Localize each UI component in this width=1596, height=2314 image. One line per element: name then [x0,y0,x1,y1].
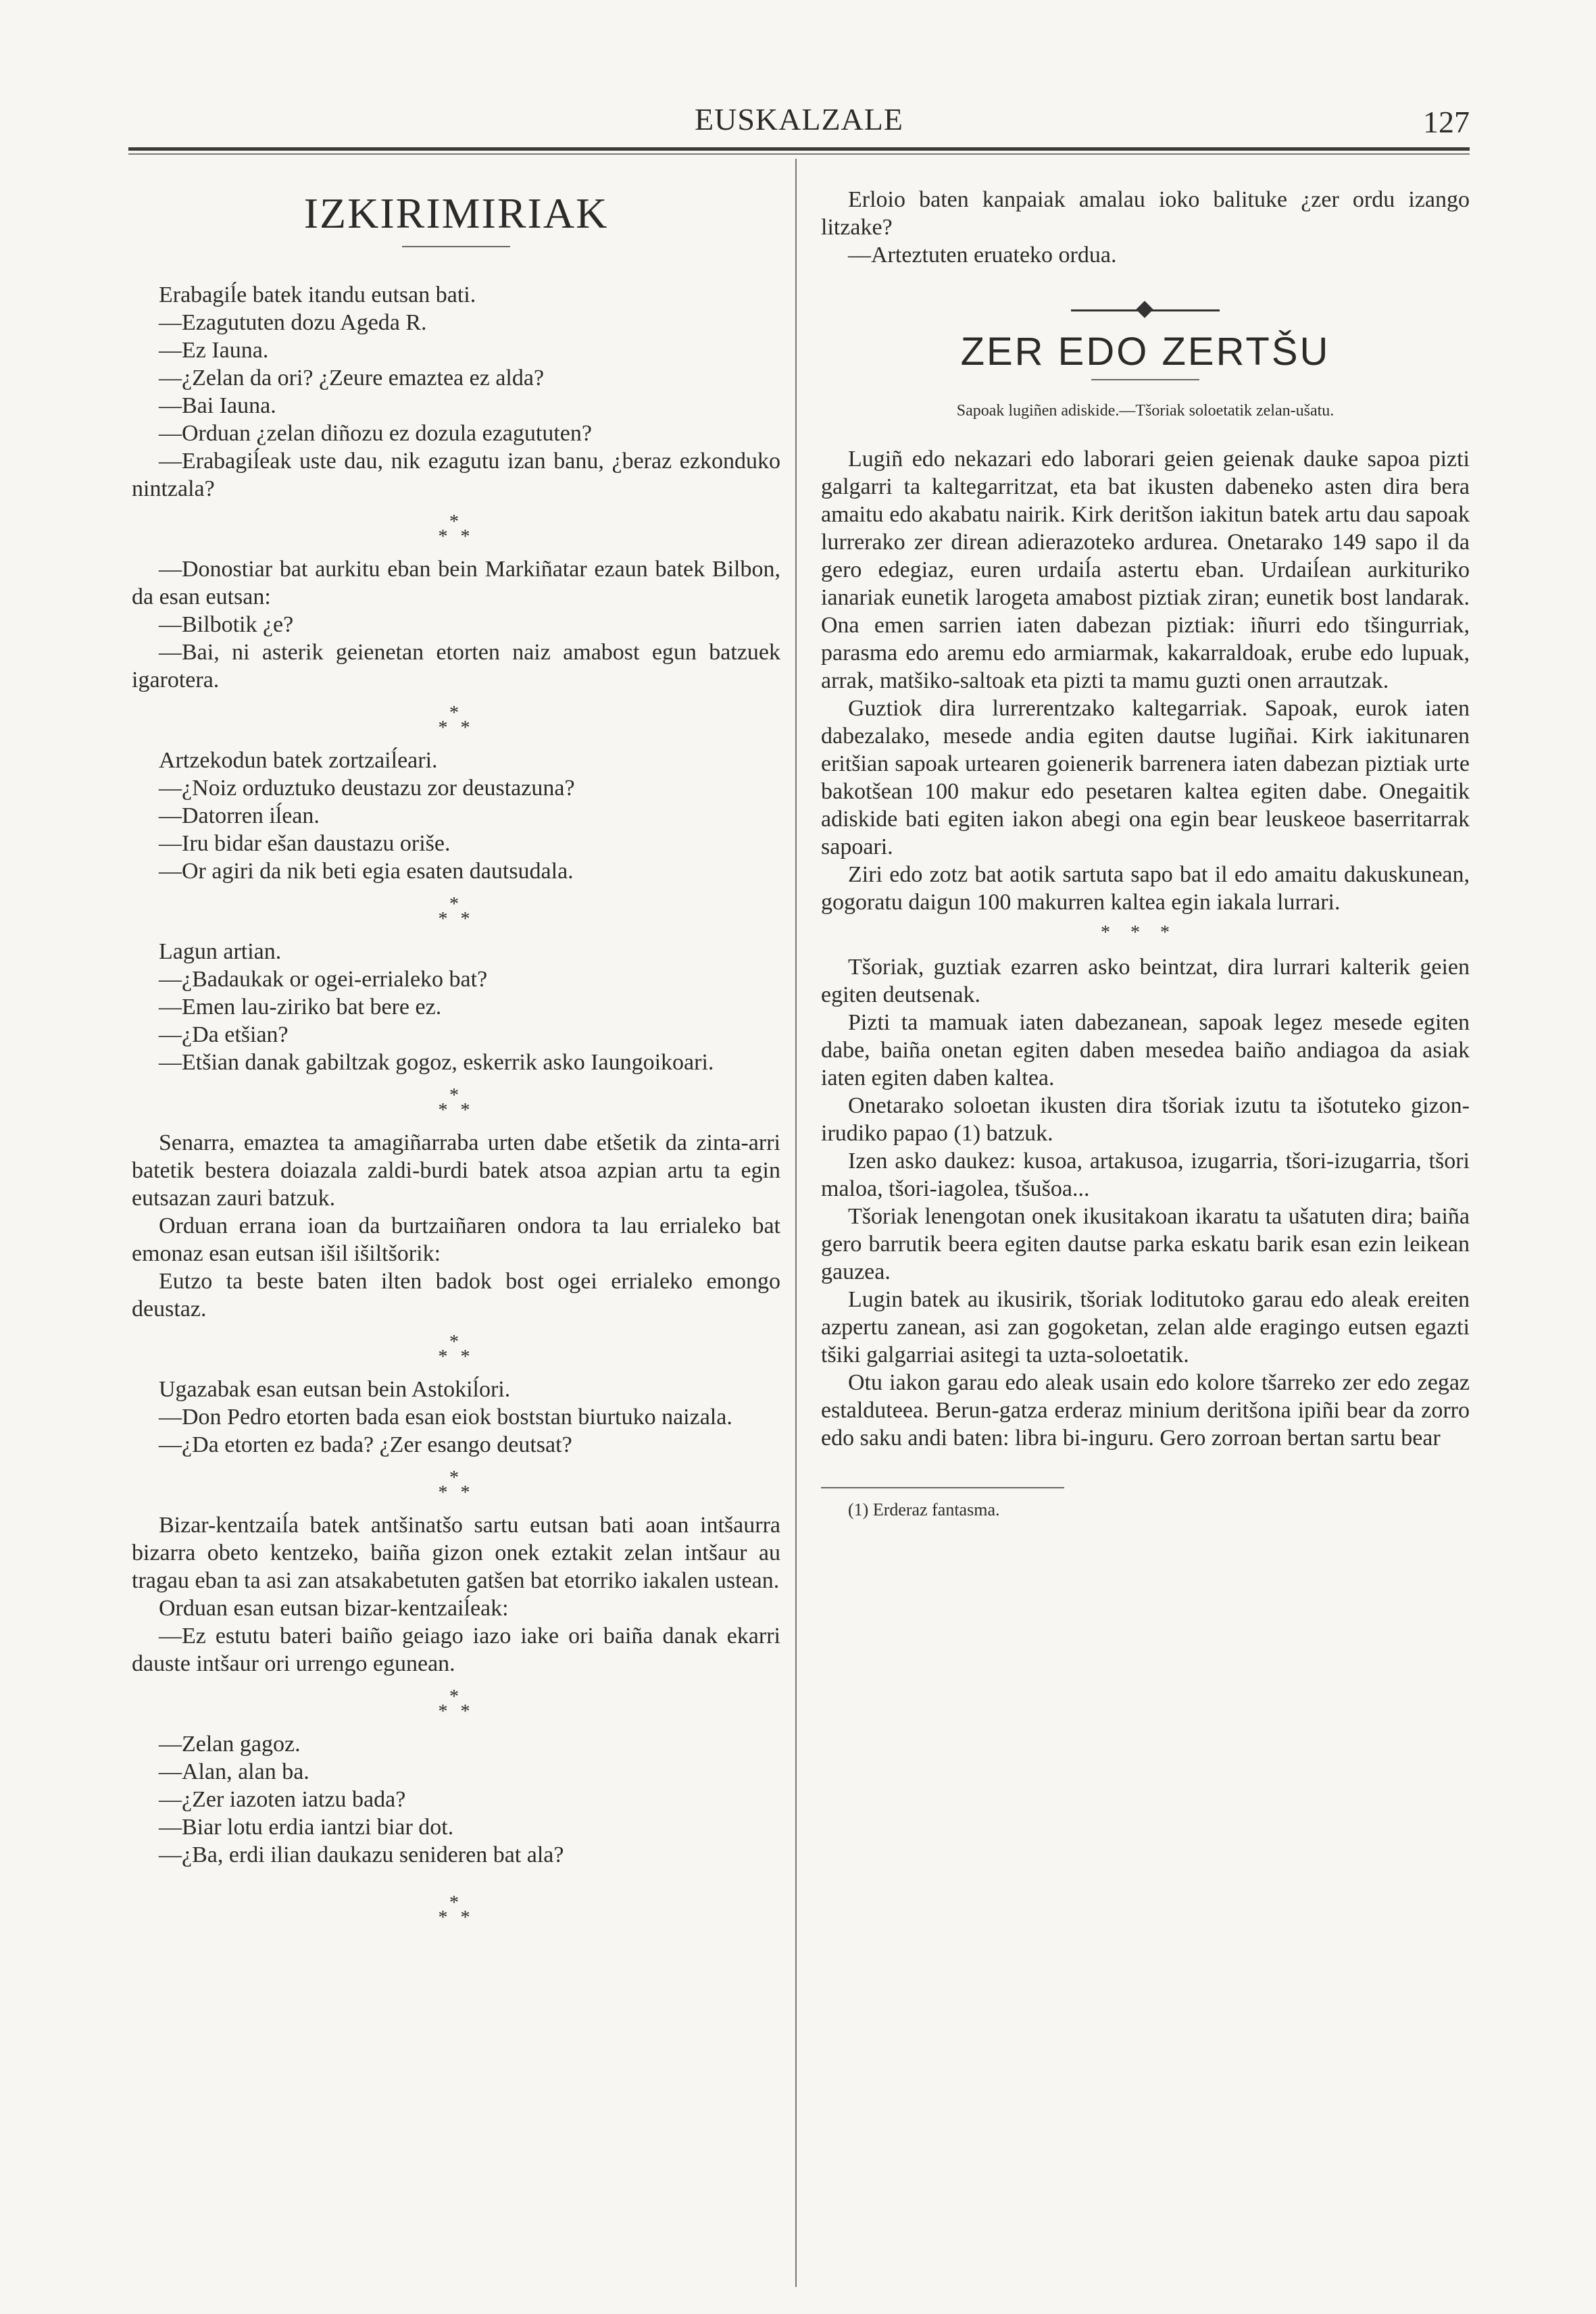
asterism-divider: *** [1101,922,1190,943]
paragraph: —Iru bidar ešan daustazu oriše. [159,831,451,856]
paragraph: —¿Da etšian? [159,1022,289,1047]
paragraph: —¿Zelan da ori? ¿Zeure emaztea ez alda? [159,366,545,391]
paragraph: Pizti ta mamuak iaten dabezanean, sapoak legez mesede egiten dabe, baiña onetan egiten daben mesedea baiño andiagoa da asiak iaten egiten daben kaltea. [821,1010,1470,1090]
left-column [132,159,780,1936]
right-column [821,159,1470,1521]
footnote: (1) Erderaz fantasma. [848,1500,1000,1519]
paragraph: —Etšian danak gabiltzak gogoz, eskerrik asko Iaungoikoari. [159,1050,714,1075]
ornament-divider [821,300,1470,320]
paragraph: —Don Pedro etorten bada esan eiok boststan biurtuko naizala. [159,1405,732,1430]
asterism-divider: * * * [438,703,474,738]
section-title-zer-edo-zertsu: ZER EDO ZERTŠU [960,330,1330,374]
asterism-divider: * * * [438,1467,474,1503]
paragraph: —Arteztuten eruateko ordua. [848,243,1117,268]
header-rule [128,147,1470,151]
paragraph: Tšoriak, guztiak ezarren asko beintzat, dira lurrari kalterik geien egiten deutsenak. [821,955,1470,1007]
paragraph: —¿Zer iazoten iatzu bada? [159,1787,406,1812]
asterism-divider: * * * [438,1892,474,1928]
paragraph: Otu iakon garau edo aleak usain edo kolore tšarreko zer edo zegaz estalduteea. Berun-gatza erderaz minium deritšona ipiñi bear da zorro edo saku andi baten: libra bi-inguru. Gero zorroan bertan sartu bear [821,1370,1470,1451]
paragraph: Guztiok dira lurrerentzako kaltegarriak. Sapoak, eurok iaten dabezalako, mesede andia egiten dautse lugiñai. Kirk iakitunaren eritšian sapoak urtearen goienerik barrenera iaten dabezan piztiak urte bakotšean 100 makur edo pesetaren kaltea egiten dabe. Onegaitik adiskide bati egiten iakon abegi ona egin bear leuskeoe baserritarrak sapoari. [821,696,1470,859]
paragraph: Orduan esan eutsan bizar-kentzaiĺeak: [159,1596,509,1621]
paragraph: Onetarako soloetan ikusten dira tšoriak izutu ta išotuteko gizon-irudiko papao (1) batzuk. [821,1093,1470,1146]
paragraph: —Ez Iauna. [159,338,269,363]
paragraph: —Biar lotu erdia iantzi biar dot. [159,1815,454,1840]
paragraph: —Alan, alan ba. [159,1759,309,1784]
paragraph: Ziri edo zotz bat aotik sartuta sapo bat il edo amaitu dakuskunean, gogoratu daigun 100 makurren kaltea egin iakala lurrari. [821,862,1470,915]
title-underline [1091,379,1199,380]
paragraph: Tšoriak lenengotan onek ikusitakoan ikaratu ta ušatuten dira; baiña gero barrutik beera egiten dautse parka eskatu barik esan ezin leikean gauzea. [821,1204,1470,1284]
paragraph: —Bai Iauna. [159,393,276,418]
page-number: 127 [1423,105,1470,139]
asterism-divider: * * * [438,894,474,930]
header-rule-thin [128,153,1470,155]
paragraph: —Ez estutu bateri baiño geiago iazo iake ori baiña danak ekarri dauste intšaur ori urrengo egunean. [132,1624,780,1676]
paragraph: Ugazabak esan eutsan bein Astokiĺori. [159,1377,511,1402]
paragraph: Izen asko daukez: kusoa, artakusoa, izugarria, tšori-izugarria, tšori maloa, tšori-iagolea, tšušoa... [821,1149,1470,1201]
paragraph: —¿Ba, erdi ilian daukazu senideren bat ala? [159,1842,564,1867]
paragraph: Eutzo ta beste baten ilten badok bost ogei errialeko emongo deustaz. [132,1269,780,1322]
paragraph: —Bai, ni asterik geienetan etorten naiz amabost egun batzuek igarotera. [132,640,780,693]
paragraph: Lagun artian. [159,939,282,964]
paragraph: —Erabagiĺeak uste dau, nik ezagutu izan banu, ¿beraz ezkonduko nintzala? [132,449,780,501]
paragraph: —Datorren iĺean. [159,803,320,828]
footnote-rule [821,1487,1064,1488]
asterism-divider: * * * [438,1085,474,1121]
section-subtitle: Sapoak lugiñen adiskide.—Tšoriak soloetatik zelan-ušatu. [956,402,1335,420]
paragraph: —Zelan gagoz. [159,1732,301,1757]
paragraph: —¿Badaukak or ogei-errialeko bat? [159,967,488,992]
diamond-icon [1136,301,1153,318]
paragraph: —¿Da etorten ez bada? ¿Zer esango deutsat? [159,1432,572,1457]
paragraph: Artzekodun batek zortzaiĺeari. [159,748,438,773]
asterism-divider: * * * [438,1332,474,1367]
paragraph: Lugin batek au ikusirik, tšoriak loditutoko garau edo aleak ereiten azpertu zanean, asi zan gogoketan, zelan alde eragingo eutsen egazti tšiki galgarriai asitegi ta uzta-soloetatik. [821,1287,1470,1367]
paragraph: —Or agiri da nik beti egia esaten dautsudala. [159,859,574,884]
section-title-izkirimiriak: IZKIRIMIRIAK [303,189,609,237]
paragraph: —Bilbotik ¿e? [159,612,294,637]
paragraph: —Emen lau-ziriko bat bere ez. [159,995,442,1020]
paragraph: Senarra, emaztea ta amagiñarraba urten dabe etšetik da zinta-arri batetik bestera doiazala zaldi-burdi batek atsoa azpian artu ta egin eutsazan zauri batzuk. [132,1130,780,1211]
asterism-divider: * * * [438,1686,474,1722]
paragraph: —Orduan ¿zelan diñozu ez dozula ezagututen? [159,421,592,446]
column-divider [795,159,797,2287]
paragraph: Bizar-kentzaiĺa batek antšinatšo sartu eutsan bati aoan intšaurra bizarra obeto kentzeko, baiña gizon onek eztakit zelan intšaur au tragau eban ta asi zan atsakabetuten gatšen bat etorriko iakalen ustean. [132,1513,780,1593]
paragraph: —¿Noiz orduztuko deustazu zor deustazuna? [159,776,575,801]
paragraph: Erabagiĺe batek itandu eutsan bati. [159,282,476,307]
running-title: EUSKALZALE [695,102,903,136]
paragraph: —Ezagututen dozu Ageda R. [159,310,427,335]
paragraph: —Donostiar bat aurkitu eban bein Markiñatar ezaun batek Bilbon, da esan eutsan: [132,557,780,609]
asterism-divider: * * * [438,511,474,547]
paragraph: Lugiñ edo nekazari edo laborari geien geienak dauke sapoa pizti galgarri ta kaltegarritzat, eta bat ikusten dabeneko asten dira bera amaitu edo akabatu nairik. Kirk deritšon iakitun batek artu dau sapoak lurrerako zer direan adierazoteko ardurea. Onetarako 149 sapo il da gero edegiaz, euren urdaiĺa astertu eban. Urdaiĺean aurkituriko ianariak eunetik larogeta amabost piztiak ziran; eunetik bost landarak. Ona emen sarrien iaten dabezan piztiak: iñurri edo tšingurriak, parasma edo aremu edo armiarmak, kakarraldoak, erube edo lupuak, arrak, matšiko-saltoak eta pizti ta mamu guzti onen arrautzak. [821,447,1470,693]
paragraph: Erloio baten kanpaiak amalau ioko balituke ¿zer ordu izango litzake? [821,187,1470,240]
paragraph: Orduan errana ioan da burtzaiñaren ondora ta lau errialeko bat emonaz esan eutsan išil išiltšorik: [132,1213,780,1266]
page-header [128,101,1470,149]
title-underline [402,246,510,247]
